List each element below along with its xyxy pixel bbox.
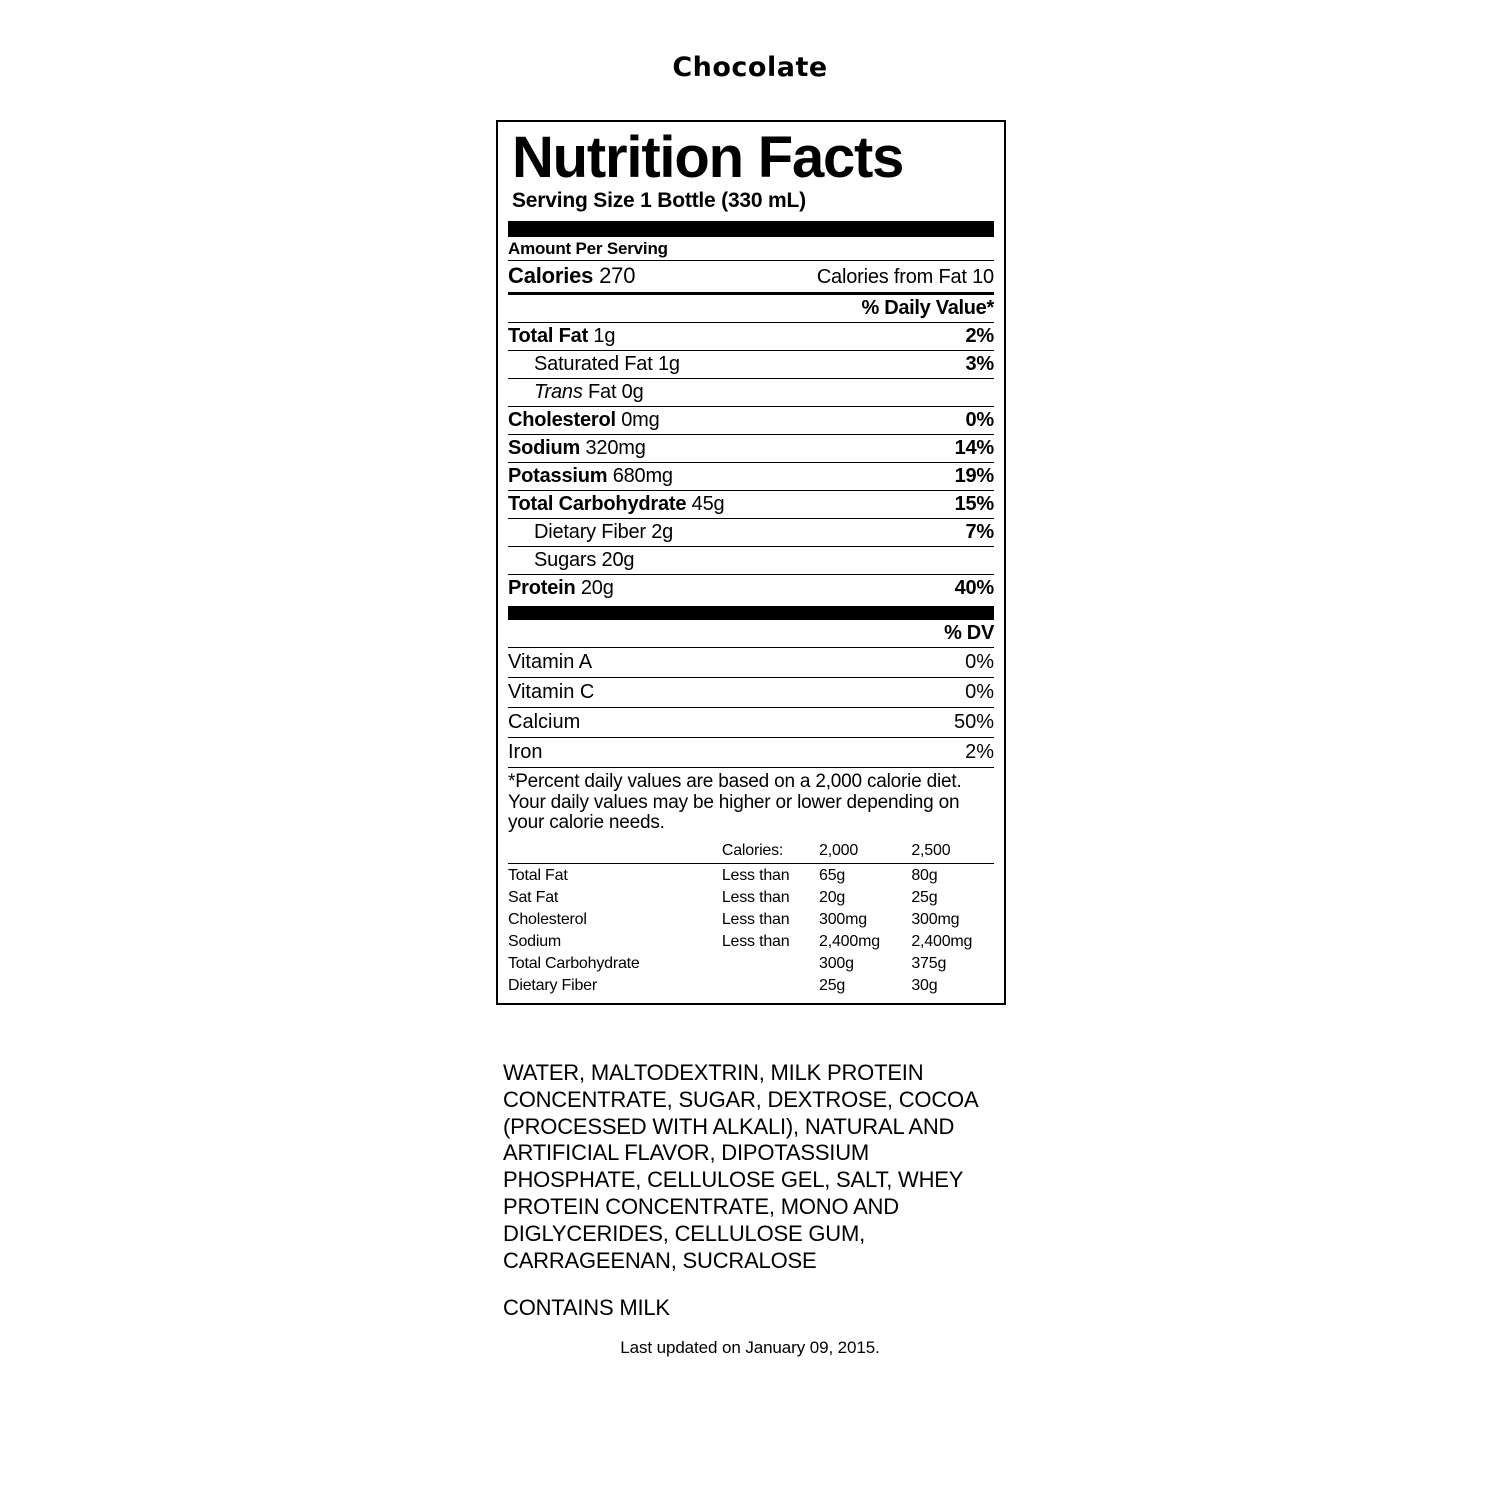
row-value-2500: 2,400mg bbox=[911, 932, 973, 950]
nutrition-facts-panel bbox=[496, 120, 1006, 1005]
dv-short-header: % DV bbox=[508, 620, 994, 648]
nutrient-name bbox=[534, 549, 634, 572]
daily-value-footnote: *Percent daily values are based on a 2,000 calorie diet. Your daily values may be higher or lower depending on your calorie needs. bbox=[508, 771, 962, 834]
nutrient-list bbox=[508, 323, 994, 602]
nutrient-name bbox=[508, 437, 646, 460]
divider-thick-2 bbox=[508, 606, 994, 620]
divider-thick bbox=[508, 221, 994, 237]
row-value-2000: 300g bbox=[819, 954, 854, 972]
row-value-2500: 375g bbox=[911, 954, 947, 972]
row-less-than: Less than bbox=[721, 888, 790, 906]
row-less-than bbox=[722, 953, 819, 975]
nutrient-name bbox=[508, 465, 673, 488]
vitamin-dv: 50% bbox=[953, 711, 994, 734]
header-2500: 2,500 bbox=[911, 841, 951, 859]
nutrient-row-protein bbox=[508, 575, 994, 602]
nutrition-facts-heading: Nutrition Facts bbox=[512, 125, 904, 190]
calories-value: 270 bbox=[599, 263, 636, 289]
vitamin-label: Vitamin A bbox=[508, 651, 593, 674]
header-2000: 2,000 bbox=[819, 841, 859, 859]
table-row bbox=[508, 975, 994, 997]
nutrient-label: Dietary Fiber bbox=[534, 521, 646, 544]
nutrient-row-dietary-fiber bbox=[508, 519, 994, 547]
nutrient-amount: 45g bbox=[691, 493, 725, 516]
nutrient-name bbox=[508, 577, 614, 600]
nutrient-row-sugars bbox=[508, 547, 994, 575]
nutrient-row-total-fat bbox=[508, 323, 994, 351]
nutrient-row-potassium bbox=[508, 463, 994, 491]
header-blank bbox=[508, 840, 722, 864]
vitamin-label: Iron bbox=[508, 741, 543, 764]
vitamin-dv: 0% bbox=[965, 681, 994, 704]
vitamin-label: Calcium bbox=[508, 711, 581, 734]
nutrient-amount: 2g bbox=[651, 521, 674, 544]
nutrient-dv: 14% bbox=[954, 437, 994, 460]
serving-size: Serving Size 1 Bottle (330 mL) bbox=[512, 189, 806, 213]
table-row bbox=[508, 909, 994, 931]
calories-label: Calories bbox=[508, 263, 594, 289]
nutrient-amount: 0mg bbox=[621, 409, 660, 432]
nutrient-dv: 2% bbox=[965, 325, 994, 348]
row-label: Sat Fat bbox=[508, 888, 559, 906]
vitamin-list bbox=[508, 648, 994, 768]
vitamin-row-vitamin-a bbox=[508, 648, 994, 678]
row-label: Dietary Fiber bbox=[508, 976, 597, 994]
table-row bbox=[508, 931, 994, 953]
row-label: Cholesterol bbox=[508, 910, 587, 928]
calories-from-fat: Calories from Fat 10 bbox=[816, 266, 994, 289]
nutrient-label: Sodium bbox=[508, 437, 581, 460]
vitamin-row-calcium bbox=[508, 708, 994, 738]
table-header-row bbox=[508, 840, 994, 864]
nutrient-name bbox=[534, 521, 673, 544]
nutrient-label: Sugars bbox=[534, 549, 597, 572]
row-label: Total Fat bbox=[508, 863, 722, 887]
nutrient-label: Cholesterol bbox=[508, 409, 616, 432]
nutrient-amount: 320mg bbox=[585, 437, 646, 460]
vitamin-dv: 0% bbox=[965, 651, 994, 674]
nutrient-dv: 0% bbox=[965, 409, 994, 432]
nutrient-dv: 40% bbox=[954, 577, 994, 600]
row-value-2000: 300mg bbox=[819, 910, 867, 928]
nutrient-label: Total Fat bbox=[508, 325, 589, 348]
nutrient-amount: 1g bbox=[593, 325, 616, 348]
row-less-than: Less than bbox=[721, 910, 790, 928]
vitamin-label: Vitamin C bbox=[508, 681, 595, 704]
nutrient-name bbox=[534, 381, 644, 404]
table-row bbox=[508, 887, 994, 909]
nutrient-amount: Fat 0g bbox=[588, 381, 644, 404]
page-title: Chocolate bbox=[672, 52, 828, 83]
row-label: Total Carbohydrate bbox=[508, 954, 640, 972]
vitamin-row-iron bbox=[508, 738, 994, 768]
daily-value-reference-table bbox=[508, 840, 994, 997]
nutrient-dv: 3% bbox=[965, 353, 994, 376]
row-value-2000: 2,400mg bbox=[819, 932, 880, 950]
row-value-2500: 30g bbox=[911, 976, 938, 994]
row-value-2500: 300mg bbox=[911, 910, 960, 928]
nutrient-name bbox=[534, 353, 680, 376]
nutrient-row-trans-fat bbox=[508, 379, 994, 407]
row-value-2000: 25g bbox=[819, 976, 846, 994]
nutrient-row-cholesterol bbox=[508, 407, 994, 435]
nutrient-row-saturated-fat bbox=[508, 351, 994, 379]
nutrient-amount: 680mg bbox=[612, 465, 673, 488]
row-value-2500: 80g bbox=[911, 863, 994, 887]
daily-value-header: % Daily Value* bbox=[508, 295, 994, 323]
row-value-2000: 65g bbox=[819, 863, 911, 887]
vitamin-dv: 2% bbox=[965, 741, 994, 764]
row-less-than: Less than bbox=[721, 932, 790, 950]
calories-left bbox=[508, 263, 635, 289]
row-less-than bbox=[722, 975, 819, 997]
nutrient-name bbox=[508, 325, 615, 348]
nutrient-label: Protein bbox=[508, 577, 576, 600]
nutrient-amount: 1g bbox=[657, 353, 680, 376]
last-updated-text: Last updated on January 09, 2015. bbox=[620, 1338, 880, 1357]
nutrient-label: Trans bbox=[534, 381, 583, 404]
row-less-than: Less than bbox=[722, 863, 819, 887]
nutrient-name bbox=[508, 493, 724, 516]
row-value-2000: 20g bbox=[819, 888, 846, 906]
nutrient-dv: 7% bbox=[965, 521, 994, 544]
nutrient-row-total-carbohydrate bbox=[508, 491, 994, 519]
nutrient-dv: 19% bbox=[954, 465, 994, 488]
table-row bbox=[508, 953, 994, 975]
amount-per-serving-label: Amount Per Serving bbox=[508, 237, 994, 261]
row-value-2500: 25g bbox=[911, 888, 938, 906]
allergen-statement: CONTAINS MILK bbox=[503, 1295, 670, 1320]
vitamin-row-vitamin-c bbox=[508, 678, 994, 708]
nutrient-dv: 15% bbox=[954, 493, 994, 516]
nutrient-amount: 20g bbox=[580, 577, 614, 600]
nutrient-label: Saturated Fat bbox=[534, 353, 653, 376]
nutrient-label: Total Carbohydrate bbox=[508, 493, 687, 516]
nutrient-label: Potassium bbox=[508, 465, 608, 488]
header-calories: Calories: bbox=[721, 841, 784, 859]
ingredients-text: WATER, MALTODEXTRIN, MILK PROTEIN CONCENTRATE, SUGAR, DEXTROSE, COCOA (PROCESSED WITH ALKALI), NATURAL AND ARTIFICIAL FLAVOR, DIPOTASSIUM PHOSPHATE, CELLULOSE GEL, SALT, WHEY PROTEIN CONCENTRATE, MONO AND DIGLYCERIDES, CELLULOSE GUM, CARRAGEENAN, SUCRALOSE bbox=[503, 1060, 978, 1273]
nutrient-name bbox=[508, 409, 660, 432]
nutrient-row-sodium bbox=[508, 435, 994, 463]
calories-row bbox=[508, 261, 994, 295]
row-label: Sodium bbox=[508, 932, 562, 950]
nutrient-amount: 20g bbox=[601, 549, 635, 572]
table-row bbox=[508, 863, 994, 887]
